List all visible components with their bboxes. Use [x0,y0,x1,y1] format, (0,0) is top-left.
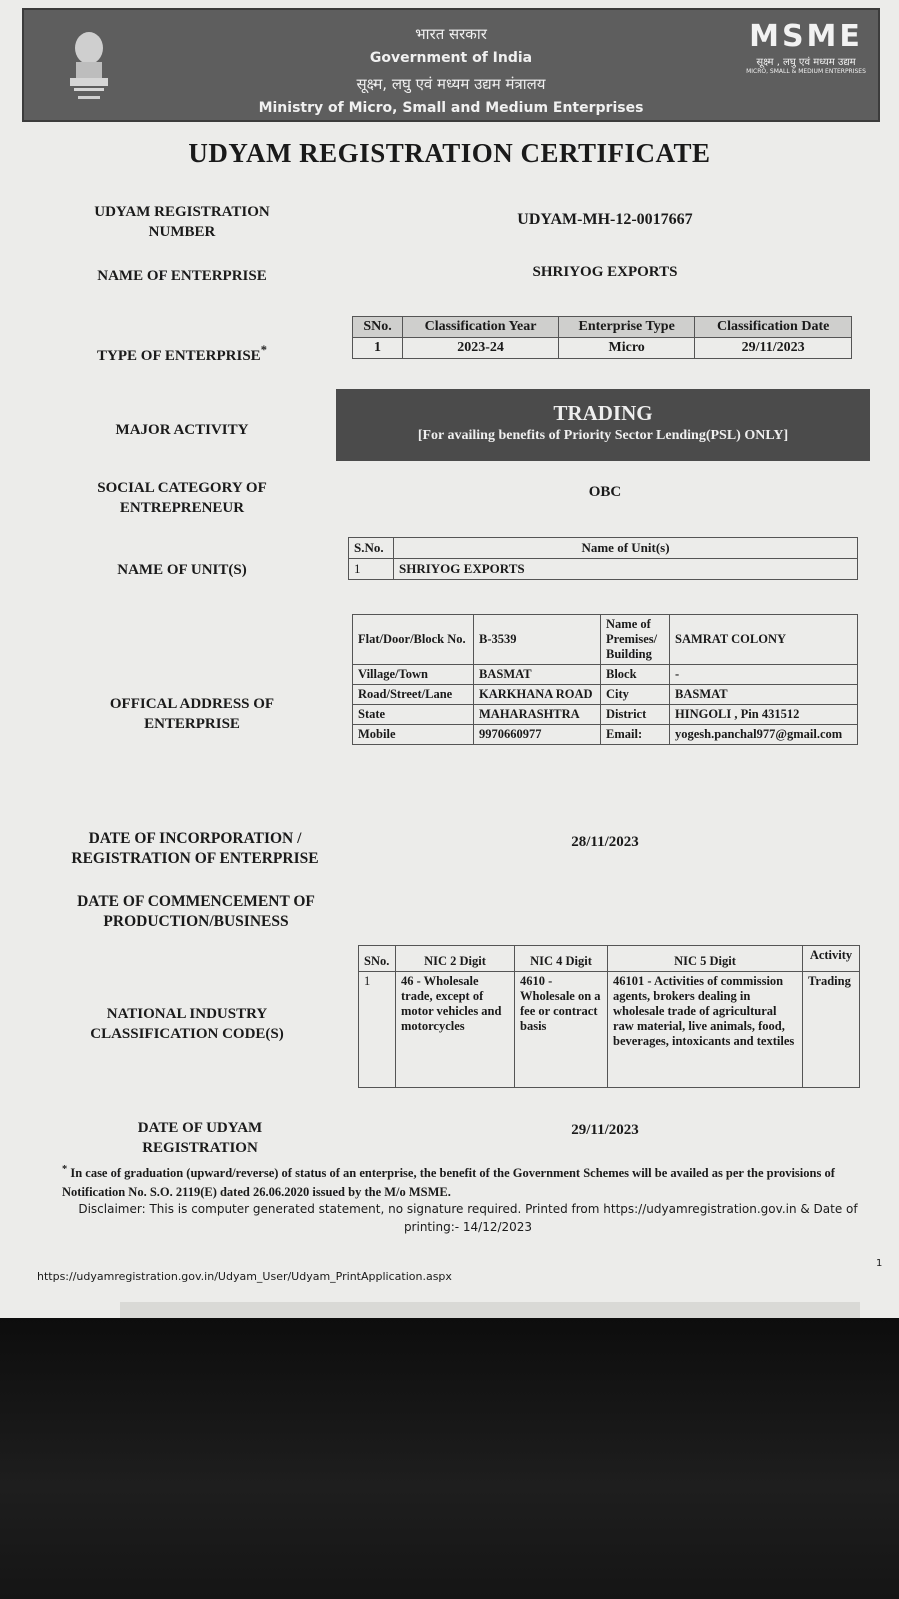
table-header-cell: SNo. [353,317,403,338]
premises-label: Name of Premises/ Building [601,615,670,665]
village-label: Village/Town [353,665,474,685]
city-value: BASMAT [670,685,858,705]
table-row [353,725,858,745]
premises-value: SAMRAT COLONY [670,615,858,665]
table-row [353,685,858,705]
block-value: - [670,665,858,685]
header-hindi-ministry: सूक्ष्म, लघु एवं मध्यम उद्यम मंत्रालय [356,75,546,93]
disclaimer: Disclaimer: This is computer generated statement, no signature required. Printed from https://udyamregistration.gov.in & Date of printing:- 14/12/2023 [78,1202,858,1234]
registration-number-label: UDYAM REGISTRATION NUMBER [94,204,270,240]
table-cell: 46101 - Activities of commission agents, brokers dealing in wholesale trade of agricultural raw material, live animals, food, beverages, intoxicants and textiles [608,972,803,1088]
road-value: KARKHANA ROAD [474,685,601,705]
units-table [348,537,858,580]
table-row [353,615,858,665]
table-row [349,559,858,580]
city-label: City [601,685,670,705]
registration-number-value: UDYAM-MH-12-0017667 [517,211,693,228]
table-cell: Micro [559,338,695,359]
enterprise-name-value: SHRIYOG EXPORTS [532,264,678,280]
udyam-registration-date-label: DATE OF UDYAM REGISTRATION [137,1120,263,1156]
enterprise-type-table [352,316,852,359]
enterprise-type-label-text: TYPE OF ENTERPRISE [97,348,261,364]
table-cell: 1 [359,972,396,1088]
incorporation-label: DATE OF INCORPORATION / REGISTRATION OF ENTERPRISE [71,830,319,867]
table-header-row [353,317,852,338]
address-label: OFFICAL ADDRESS OF ENTERPRISE [109,696,275,732]
social-category-value: OBC [588,484,622,500]
table-header-row [349,538,858,559]
village-value: BASMAT [474,665,601,685]
units-label: NAME OF UNIT(S) [117,562,247,578]
table-cell: 1 [349,559,394,580]
table-header-row [359,946,860,972]
page-marker: 1 [876,1258,883,1269]
table-header-cell: Classification Year [403,317,559,338]
address-table [352,614,858,745]
table-cell: 46 - Wholesale trade, except of motor vehicles and motorcycles [396,972,515,1088]
table-header-cell: S.No. [349,538,394,559]
table-row [359,972,860,1088]
table-row [353,705,858,725]
msme-logo-hindi: सूक्ष्म , लघु एवं मध्यम उद्यम [756,57,856,68]
road-label: Road/Street/Lane [353,685,474,705]
footnote [62,1160,874,1202]
table-cell: 1 [353,338,403,359]
footnote-asterisk: * [62,1164,68,1175]
enterprise-type-label [62,340,302,366]
msme-logo-word: MSME [749,19,863,54]
certificate-title: UDYAM REGISTRATION CERTIFICATE [188,138,711,168]
paper-bottom-strip [120,1302,860,1318]
table-cell: 4610 - Wholesale on a fee or contract basis [515,972,608,1088]
flat-value: B-3539 [474,615,601,665]
flat-label: Flat/Door/Block No. [353,615,474,665]
block-label: Block [601,665,670,685]
print-url: https://udyamregistration.gov.in/Udyam_User/Udyam_PrintApplication.aspx [37,1270,452,1283]
major-activity-note: [For availing benefits of Priority Sector Lending(PSL) ONLY] [417,428,789,443]
major-activity-label: MAJOR ACTIVITY [115,422,249,438]
footnote-text: In case of graduation (upward/reverse) of status of an enterprise, the benefit of the Government Schemes will be availed as per the provisions of Notification No. S.O. 2119(E) dated 26.06.2020 issued by the M/o MSME. [62,1166,835,1200]
msme-logo-english: MICRO, SMALL & MEDIUM ENTERPRISES [746,68,866,75]
state-value: MAHARASHTRA [474,705,601,725]
district-value: HINGOLI , Pin 431512 [670,705,858,725]
table-row [353,665,858,685]
table-row [353,338,852,359]
social-category-label: SOCIAL CATEGORY OF ENTREPRENEUR [97,480,267,516]
table-header-cell: NIC 2 Digit [396,946,515,972]
district-label: District [601,705,670,725]
table-cell: Trading [803,972,860,1088]
major-activity-band [336,389,870,461]
enterprise-name-label: NAME OF ENTERPRISE [97,268,267,284]
state-label: State [353,705,474,725]
major-activity-value: TRADING [553,401,653,425]
table-header-cell: NIC 4 Digit [515,946,608,972]
table-header-cell: Classification Date [695,317,852,338]
table-cell: 2023-24 [403,338,559,359]
header-hindi-government: भारत सरकार [415,25,487,43]
mobile-value: 9970660977 [474,725,601,745]
table-header-cell: NIC 5 Digit [608,946,803,972]
header-government: Government of India [369,50,533,66]
dark-background [0,1318,899,1599]
nic-label: NATIONAL INDUSTRY CLASSIFICATION CODE(S) [90,1006,284,1042]
header-band [22,8,880,122]
msme-logo [736,20,876,90]
email-value: yogesh.panchal977@gmail.com [670,725,858,745]
mobile-label: Mobile [353,725,474,745]
table-header-cell: Enterprise Type [559,317,695,338]
incorporation-value: 28/11/2023 [571,834,639,850]
nic-table [358,945,860,1088]
table-cell: 29/11/2023 [695,338,852,359]
table-header-cell: SNo. [359,946,396,972]
table-cell: SHRIYOG EXPORTS [394,559,858,580]
table-header-cell: Name of Unit(s) [394,538,858,559]
header-ministry: Ministry of Micro, Small and Medium Enterprises [258,100,644,116]
udyam-registration-date-value: 29/11/2023 [571,1122,639,1138]
enterprise-type-asterisk: * [260,343,267,357]
table-header-cell: Activity [803,946,860,972]
commencement-label: DATE OF COMMENCEMENT OF PRODUCTION/BUSINESS [77,893,315,930]
email-label: Email: [601,725,670,745]
